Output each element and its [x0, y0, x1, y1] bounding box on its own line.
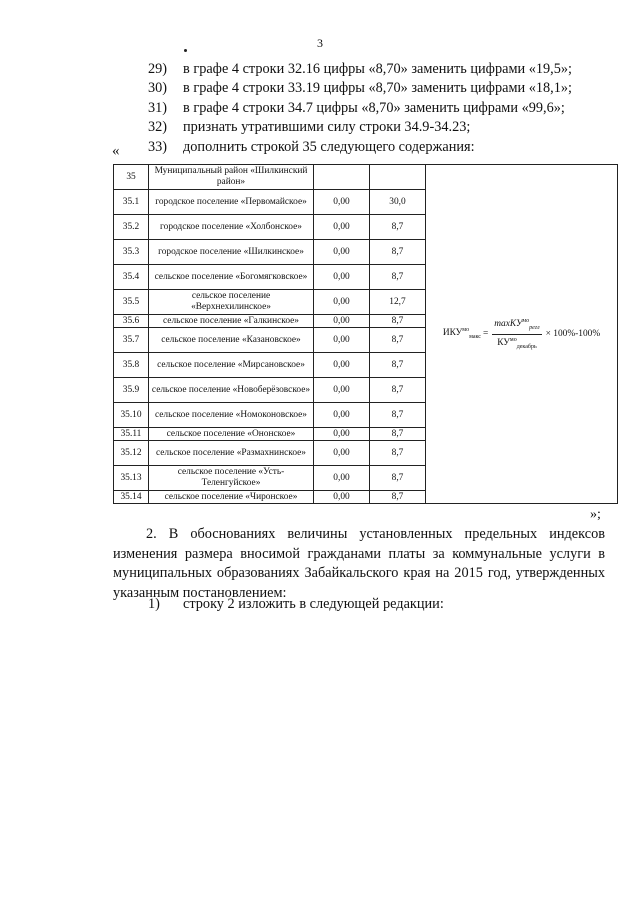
- row-number: 35.13: [114, 466, 149, 491]
- formula-numerator: maxКУ$^{мо}_{регл}$: [492, 316, 541, 335]
- formula-fraction: [492, 316, 541, 353]
- row-name: городское поселение «Шилкинское»: [149, 240, 314, 265]
- page-number: 3: [317, 36, 323, 50]
- row-value-1: 0,00: [314, 428, 370, 441]
- row-value-1: 0,00: [314, 315, 370, 328]
- row-value-2: 8,7: [370, 403, 426, 428]
- row-name: городское поселение «Холбонское»: [149, 215, 314, 240]
- row-value-2: 8,7: [370, 466, 426, 491]
- amendment-item: [148, 60, 608, 79]
- row-value-1: 0,00: [314, 441, 370, 466]
- subitem-number: 1): [148, 596, 160, 612]
- subitem-text: строку 2 изложить в следующей редакции:: [183, 596, 444, 612]
- amendment-item: [148, 79, 608, 98]
- row-number: 35.9: [114, 378, 149, 403]
- formula-equals: =: [482, 328, 489, 339]
- formula-cell: [426, 165, 618, 504]
- row-value-1: 0,00: [314, 290, 370, 315]
- row-value-1: 0,00: [314, 403, 370, 428]
- amendment-number: 32): [148, 119, 168, 136]
- row-number: 35.10: [114, 403, 149, 428]
- formula-denominator: $КУ^{мо}_{декабрь}$: [497, 336, 537, 350]
- formula-lhs: $ИКУ^{мо}_{макс}$: [442, 327, 481, 340]
- row-value-1: 0,00: [314, 265, 370, 290]
- row-number: 35.7: [114, 328, 149, 353]
- row-value-2: [370, 165, 426, 190]
- row-name: сельское поселение «Ононское»: [149, 428, 314, 441]
- amendment-item: [148, 118, 608, 137]
- row-name: сельское поселение «Новоберёзовское»: [149, 378, 314, 403]
- row-value-2: 12,7: [370, 290, 426, 315]
- row-value-2: 8,7: [370, 378, 426, 403]
- row-number: 35.1: [114, 190, 149, 215]
- row-name: Муниципальный район «Шилкинский район»: [149, 165, 314, 190]
- amendment-item: [148, 99, 608, 118]
- row-number: 35.11: [114, 428, 149, 441]
- row-name: городское поселение «Первомайское»: [149, 190, 314, 215]
- amendment-text: признать утратившими силу строки 34.9-34.23;: [183, 119, 471, 136]
- amendment-number: 29): [148, 61, 168, 77]
- row-number: 35.6: [114, 315, 149, 328]
- row-number: 35: [114, 165, 149, 190]
- index-formula: [443, 316, 600, 353]
- row-name: сельское поселение «Верхнехилинское»: [149, 290, 314, 315]
- row-number: 35.12: [114, 441, 149, 466]
- row-value-2: 30,0: [370, 190, 426, 215]
- amendment-number: 31): [148, 99, 168, 116]
- row-name: сельское поселение «Казановское»: [149, 328, 314, 353]
- amendment-list: [148, 60, 608, 157]
- row-value-1: 0,00: [314, 466, 370, 491]
- row-value-2: 8,7: [370, 353, 426, 378]
- open-quote: «: [112, 143, 120, 159]
- row-value-1: 0,00: [314, 491, 370, 504]
- row-number: 35.14: [114, 491, 149, 504]
- paragraph-subitem: [148, 596, 444, 613]
- close-quote: »;: [590, 507, 601, 522]
- row-value-2: 8,7: [370, 428, 426, 441]
- row-value-2: 8,7: [370, 315, 426, 328]
- row-value-1: 0,00: [314, 215, 370, 240]
- row-number: 35.5: [114, 290, 149, 315]
- amendment-text: в графе 4 строки 33.19 цифры «8,70» заменить цифрами «18,1»;: [183, 80, 573, 97]
- row-number: 35.2: [114, 215, 149, 240]
- row-value-1: [314, 165, 370, 190]
- row-value-2: 8,7: [370, 328, 426, 353]
- row-value-1: 0,00: [314, 353, 370, 378]
- amendment-text: в графе 4 строки 34.7 цифры «8,70» заменить цифрами «99,6»;: [183, 99, 565, 116]
- row-number: 35.8: [114, 353, 149, 378]
- row-name: сельское поселение «Галкинское»: [149, 315, 314, 328]
- row-name: сельское поселение «Мирсановское»: [149, 353, 314, 378]
- row-value-2: 8,7: [370, 441, 426, 466]
- row-value-2: 8,7: [370, 491, 426, 504]
- row-number: 35.4: [114, 265, 149, 290]
- row-value-1: 0,00: [314, 190, 370, 215]
- amendment-number: 33): [148, 138, 168, 155]
- formula-tail: × 100%-100%: [545, 328, 601, 339]
- row-name: сельское поселение «Богомягковское»: [149, 265, 314, 290]
- amendment-item: [148, 138, 608, 157]
- row-value-2: 8,7: [370, 215, 426, 240]
- amendment-number: 30): [148, 80, 168, 97]
- row-name: сельское поселение «Чиронское»: [149, 491, 314, 504]
- row-name: сельское поселение «Размахнинское»: [149, 441, 314, 466]
- paragraph-2: 2. В обоснованиях величины установленных предельных индексов изменения размера вносимой гражданами платы за коммунальные услуги в муниципальных образованиях Забайкальского края на 2015 год, утвержденных указанным постановлением:: [113, 526, 605, 601]
- row-value-1: 0,00: [314, 328, 370, 353]
- amendment-text: дополнить строкой 35 следующего содержания:: [183, 138, 475, 155]
- row-value-1: 0,00: [314, 378, 370, 403]
- row-value-2: 8,7: [370, 240, 426, 265]
- ink-dot: [184, 49, 187, 52]
- table-header-row: [114, 165, 618, 190]
- row-name: сельское поселение «Номоконовское»: [149, 403, 314, 428]
- row-35-table: [113, 164, 618, 504]
- row-value-1: 0,00: [314, 240, 370, 265]
- amendment-text: в графе 4 строки 32.16 цифры «8,70» заменить цифрами «19,5»;: [183, 61, 573, 77]
- row-number: 35.3: [114, 240, 149, 265]
- row-value-2: 8,7: [370, 265, 426, 290]
- row-name: сельское поселение «Усть-Теленгуйское»: [149, 466, 314, 491]
